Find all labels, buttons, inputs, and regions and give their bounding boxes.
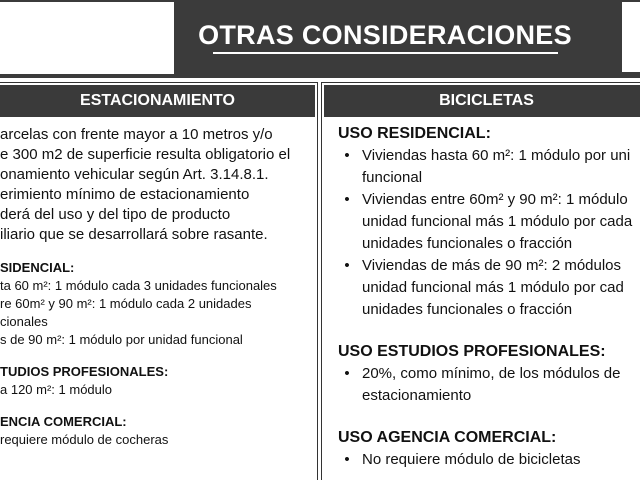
residencial-heading: SIDENCIAL: — [0, 260, 75, 275]
item-line: funcional — [362, 169, 423, 186]
intro-line: derá del uso y del tipo de producto — [0, 206, 231, 223]
uso-estudios-section — [338, 341, 640, 407]
item-line: 20%, como mínimo, de los módulos de — [362, 365, 621, 382]
residencial-section — [0, 259, 318, 349]
item-line: Viviendas de más de 90 m²: 2 módulos — [362, 257, 622, 274]
bullet-icon: • — [344, 147, 350, 164]
bicicletas-header: BICICLETAS — [324, 85, 640, 117]
estudios-line: a 120 m²: 1 módulo — [0, 382, 113, 397]
item-line: Viviendas entre 60m² y 90 m²: 1 módulo — [362, 191, 628, 208]
page-title: OTRAS CONSIDERACIONES — [198, 20, 572, 50]
agencia-line: requiere módulo de cocheras — [0, 432, 169, 447]
bullet-icon: • — [344, 365, 350, 382]
residencial-line: re 60m² y 90 m²: 1 módulo cada 2 unidades — [0, 296, 252, 311]
estacionamiento-panel — [0, 82, 318, 480]
list-item — [338, 145, 640, 189]
title-underline — [213, 52, 558, 54]
item-line: estacionamiento — [362, 387, 472, 404]
estacionamiento-body — [0, 125, 318, 449]
banner-white-box-left — [0, 2, 174, 74]
bullet-icon: • — [344, 257, 350, 274]
item-line: unidades funcionales o fracción — [362, 235, 573, 252]
residencial-line: cionales — [0, 314, 48, 329]
banner-white-box-right — [622, 2, 640, 72]
intro-line: onamiento vehicular según Art. 3.14.8.1. — [0, 166, 269, 183]
item-line: unidades funcionales o fracción — [362, 301, 573, 318]
residencial-line: s de 90 m²: 1 módulo por unidad funcional — [0, 332, 243, 347]
intro-line: e 300 m2 de superficie resulta obligatorio el — [0, 146, 291, 163]
uso-residencial-heading: USO RESIDENCIAL: — [338, 125, 491, 142]
list-item — [338, 363, 640, 407]
bicicletas-body — [338, 123, 640, 471]
bullet-icon: • — [344, 191, 350, 208]
intro-line: iliario que se desarrollará sobre rasante. — [0, 226, 268, 243]
estacionamiento-intro — [0, 125, 318, 245]
list-item — [338, 255, 640, 321]
item-line: No requiere módulo de bicicletas — [362, 451, 581, 468]
estudios-heading: TUDIOS PROFESIONALES: — [0, 364, 169, 379]
uso-residencial-section — [338, 123, 640, 321]
bullet-icon: • — [344, 451, 350, 468]
intro-line: arcelas con frente mayor a 10 metros y/o — [0, 126, 273, 143]
estudios-section — [0, 363, 318, 399]
intro-line: erimiento mínimo de estacionamiento — [0, 186, 250, 203]
item-line: unidad funcional más 1 módulo por cada — [362, 213, 633, 230]
uso-agencia-heading: USO AGENCIA COMERCIAL: — [338, 429, 557, 446]
agencia-heading: ENCIA COMERCIAL: — [0, 414, 127, 429]
list-item — [338, 189, 640, 255]
uso-estudios-heading: USO ESTUDIOS PROFESIONALES: — [338, 343, 606, 360]
residencial-line: ta 60 m²: 1 módulo cada 3 unidades funcionales — [0, 278, 277, 293]
item-line: Viviendas hasta 60 m²: 1 módulo por uni — [362, 147, 631, 164]
uso-agencia-section — [338, 427, 640, 471]
bicicletas-panel — [321, 82, 640, 480]
title-banner — [0, 0, 640, 78]
agencia-section — [0, 413, 318, 449]
list-item — [338, 449, 640, 471]
item-line: unidad funcional más 1 módulo por cad — [362, 279, 624, 296]
estacionamiento-header: ESTACIONAMIENTO — [0, 85, 315, 117]
